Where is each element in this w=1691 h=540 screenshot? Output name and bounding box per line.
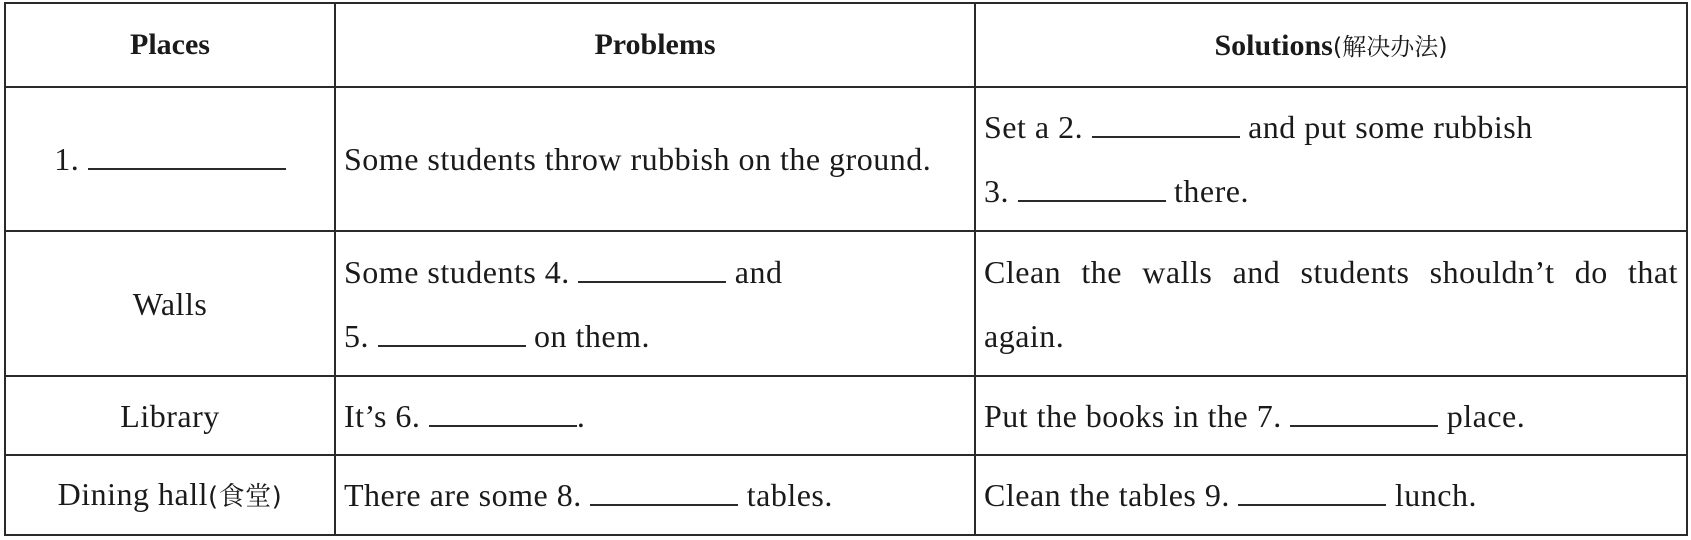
problem-text: tables. xyxy=(746,477,833,514)
problem-cell xyxy=(335,231,975,376)
solution-text: place. xyxy=(1446,397,1526,434)
header-row xyxy=(5,3,1687,87)
problem-cell xyxy=(335,376,975,456)
solution-text: Set a 2. xyxy=(984,109,1084,146)
problem-text: 5. xyxy=(344,317,369,354)
blank-7[interactable] xyxy=(1290,389,1438,427)
table-row xyxy=(5,376,1687,456)
problem-cell: Some students throw rubbish on the ground. xyxy=(335,87,975,232)
problem-text: . xyxy=(576,397,586,434)
blank-3[interactable] xyxy=(1018,164,1166,202)
solution-text: and put some rubbish xyxy=(1248,109,1533,146)
problem-text: Some students 4. xyxy=(344,253,570,290)
solution-text: Clean the tables 9. xyxy=(984,477,1230,514)
header-solutions xyxy=(975,3,1687,87)
place-cell: Library xyxy=(5,376,335,456)
place-cell xyxy=(5,87,335,232)
blank-6[interactable] xyxy=(429,389,577,427)
problem-text: It’s 6. xyxy=(344,397,421,434)
solution-text: there. xyxy=(1174,173,1249,210)
table-row xyxy=(5,87,1687,232)
problem-text: There are some 8. xyxy=(344,477,582,514)
place-cn: (食堂) xyxy=(208,481,283,512)
solution-cell xyxy=(975,87,1687,232)
solution-cell: Clean the walls and students shouldn’t do that again. xyxy=(975,231,1687,376)
place-number: 1. xyxy=(54,141,80,178)
solution-text: lunch. xyxy=(1394,477,1477,514)
solution-cell xyxy=(975,455,1687,535)
solution-text: Put the books in the 7. xyxy=(984,397,1282,434)
worksheet-table xyxy=(4,2,1688,536)
place-cell xyxy=(5,455,335,535)
header-problems: Problems xyxy=(335,3,975,87)
place-cell: Walls xyxy=(5,231,335,376)
table-row xyxy=(5,231,1687,376)
problem-cell xyxy=(335,455,975,535)
table-row xyxy=(5,455,1687,535)
blank-9[interactable] xyxy=(1238,468,1386,506)
header-places: Places xyxy=(5,3,335,87)
blank-2[interactable] xyxy=(1092,100,1240,138)
problem-text: on them. xyxy=(534,317,650,354)
place-text: Dining hall xyxy=(57,475,209,512)
blank-5[interactable] xyxy=(378,309,526,347)
problem-text: and xyxy=(734,253,783,290)
blank-1[interactable] xyxy=(88,132,286,170)
header-solutions-cn: (解决办法) xyxy=(1332,32,1448,61)
solution-text: 3. xyxy=(984,173,1009,210)
header-solutions-text: Solutions xyxy=(1214,28,1333,62)
blank-8[interactable] xyxy=(590,468,738,506)
solution-cell xyxy=(975,376,1687,456)
blank-4[interactable] xyxy=(578,245,726,283)
